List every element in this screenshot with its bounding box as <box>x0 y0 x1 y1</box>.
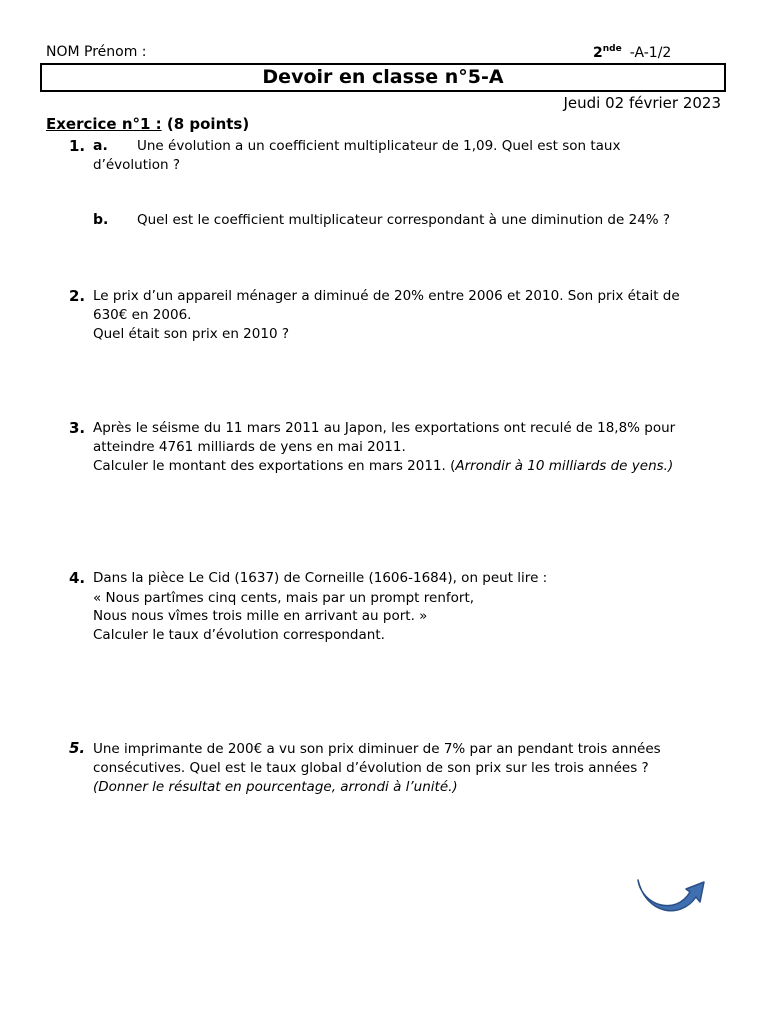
exercise-title-label: Exercice n°1 : <box>46 115 162 133</box>
q1b-text: Quel est le coefficient multiplicateur correspondant à une diminution de 24% ? <box>137 212 671 228</box>
exercise-points: (8 points) <box>161 115 250 133</box>
q1-number: 1. <box>69 137 86 155</box>
q3-rounding-note: Arrondir à 10 milliards de yens.) <box>455 458 674 474</box>
q2-line2: 630€ en 2006. <box>93 307 192 323</box>
class-label <box>593 44 671 61</box>
q3-line1: Après le séisme du 11 mars 2011 au Japon, les exportations ont reculé de 18,8% pour <box>93 420 676 436</box>
q1a-line1: Une évolution a un coefficient multiplicateur de 1,09. Quel est son taux <box>137 138 621 154</box>
class-main: 2 <box>593 45 603 61</box>
q2-line1: Le prix d’un appareil ménager a diminué de 20% entre 2006 et 2010. Son prix était de <box>93 288 680 304</box>
q5-line2: consécutives. Quel est le taux global d’évolution de son prix sur les trois années ? <box>93 760 649 776</box>
test-date: Jeudi 02 février 2023 <box>563 94 721 112</box>
q4-line4: Calculer le taux d’évolution correspondant. <box>93 627 385 643</box>
name-label: NOM Prénom : <box>46 44 147 60</box>
class-rest: -A-1/2 <box>629 45 672 61</box>
q4-quote-line2: Nous nous vîmes trois mille en arrivant au port. » <box>93 608 428 624</box>
q1a-line2: d’évolution ? <box>93 157 181 173</box>
q5-line1: Une imprimante de 200€ a vu son prix diminuer de 7% par an pendant trois années <box>93 741 661 757</box>
q2-number: 2. <box>69 287 86 305</box>
q5-line3 <box>93 778 458 797</box>
q1a-label: a. <box>93 138 108 154</box>
page-title: Devoir en classe n°5-A <box>40 63 726 92</box>
q3-line3-text: Calculer le montant des exportations en mars 2011. ( <box>93 458 456 474</box>
q2-line3: Quel était son prix en 2010 ? <box>93 326 289 342</box>
q4-quote-line1: « Nous partîmes cinq cents, mais par un prompt renfort, <box>93 590 475 606</box>
q3-number: 3. <box>69 419 86 437</box>
q5-rounding-note: (Donner le résultat en pourcentage, arrondi à l’unité.) <box>93 779 458 795</box>
q3-line2: atteindre 4761 milliards de yens en mai 2011. <box>93 439 406 455</box>
q4-line1: Dans la pièce Le Cid (1637) de Corneille (1606-1684), on peut lire : <box>93 570 548 586</box>
q1b-label: b. <box>93 212 109 228</box>
q5-number: 5. <box>69 739 86 757</box>
exercise-title <box>46 115 249 133</box>
curved-arrow-icon[interactable] <box>636 876 708 916</box>
q4-number: 4. <box>69 569 86 587</box>
class-sup: nde <box>602 44 622 54</box>
q3-line3 <box>93 457 673 476</box>
